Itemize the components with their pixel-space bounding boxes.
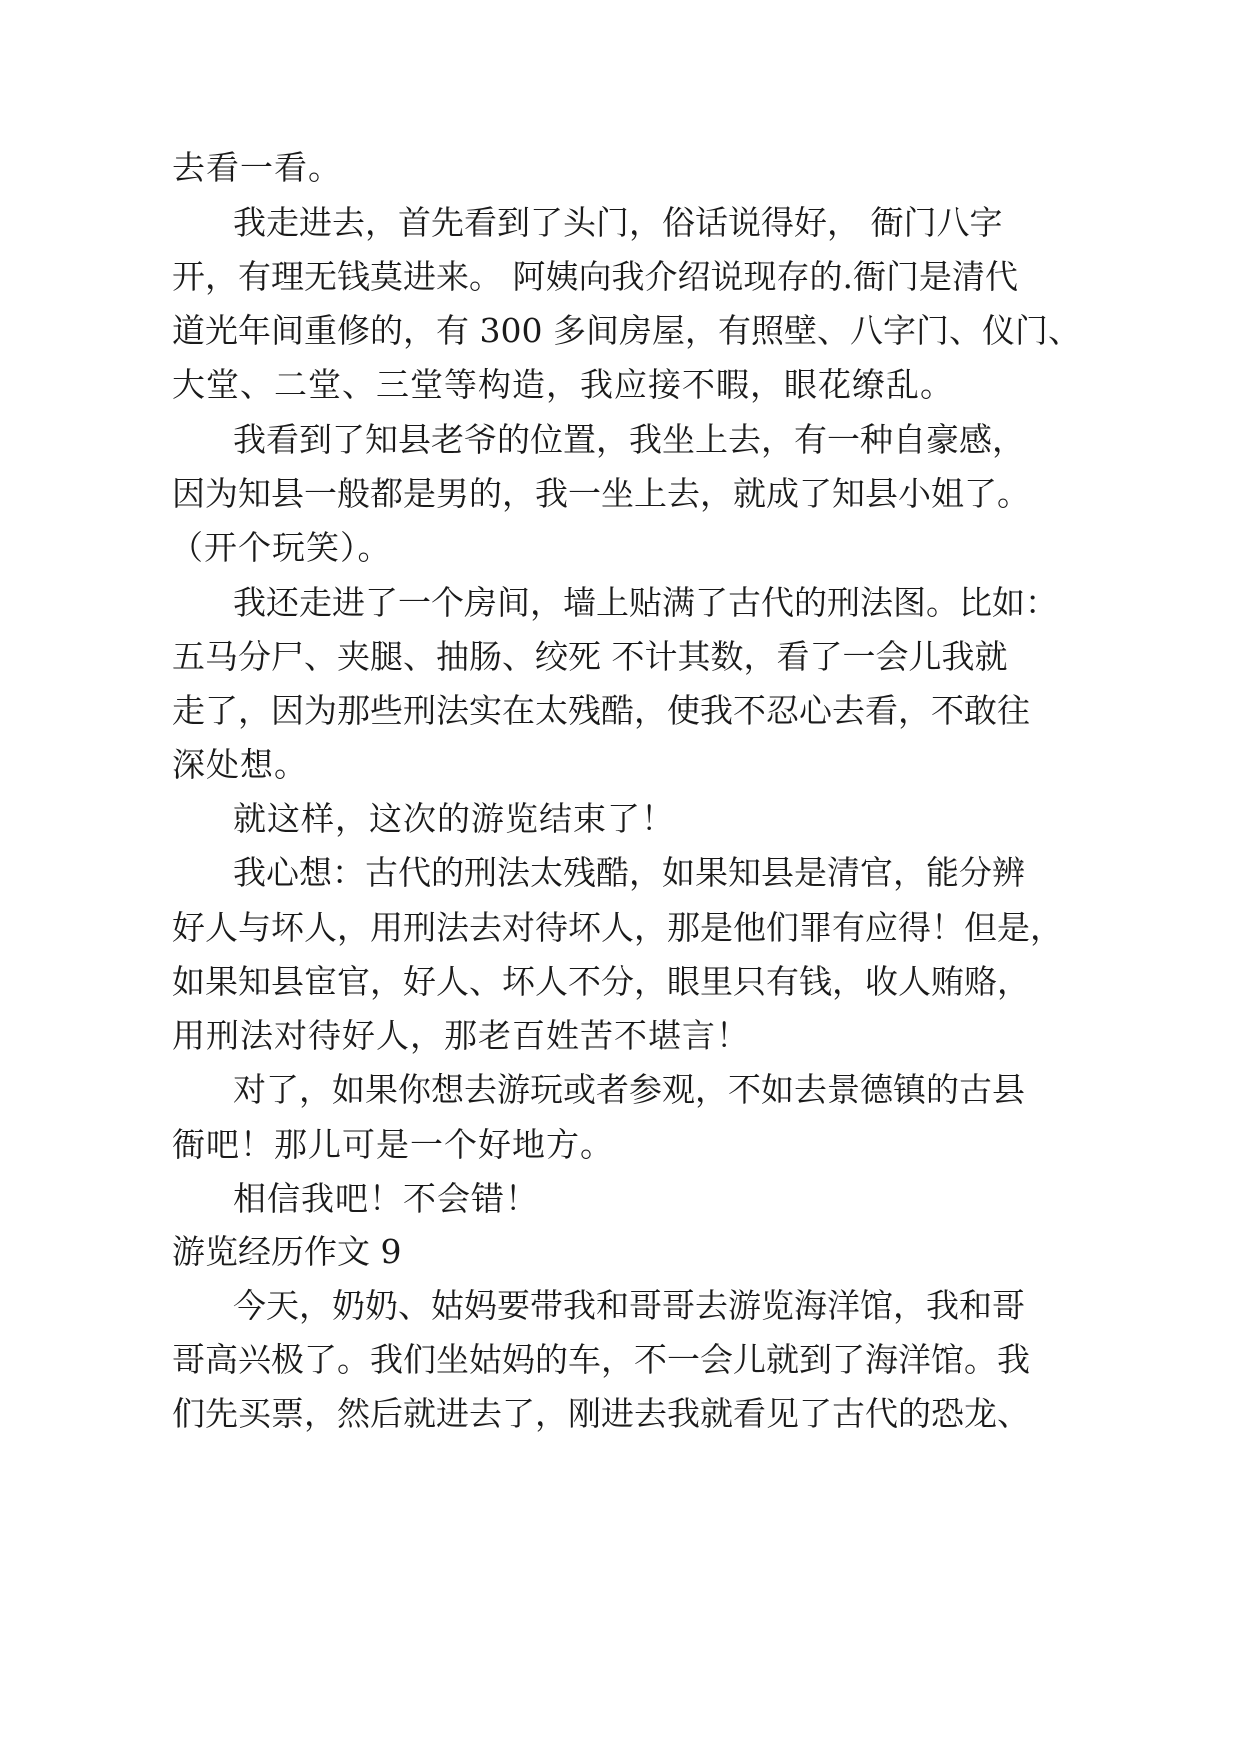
text-line-18: 对了，如果你想去游玩或者参观，不如去景德镇的古县 [233,1070,1025,1109]
text-line-5: 大堂、二堂、三堂等构造，我应接不暇，眼花缭乱。 [172,365,954,404]
text-line-23: 哥高兴极了。我们坐姑妈的车，不一会儿就到了海洋馆。我 [172,1340,1030,1379]
text-line-24: 们先买票，然后就进去了，刚进去我就看见了古代的恐龙、 [172,1394,1030,1433]
text-line-13: 就这样，这次的游览结束了！ [233,799,675,838]
text-line-11: 走了，因为那些刑法实在太残酷，使我不忍心去看，不敢往 [172,691,1030,730]
text-line-10: 五马分尸、夹腿、抽肠、绞死 不计其数，看了一会儿我就 [172,637,1008,676]
text-line-7: 因为知县一般都是男的，我一坐上去，就成了知县小姐了。 [172,474,1030,513]
text-line-6: 我看到了知县老爷的位置，我坐上去，有一种自豪感， [233,420,1025,459]
section-heading: 游览经历作文 9 [172,1232,402,1271]
text-line-22: 今天，奶奶、姑妈要带我和哥哥去游览海洋馆，我和哥 [233,1286,1025,1325]
text-line-14: 我心想：古代的刑法太残酷，如果知县是清官，能分辨 [233,853,1025,892]
text-line-1: 去看一看。 [172,148,342,187]
text-line-12: 深处想。 [172,745,308,784]
text-line-4: 道光年间重修的，有 300 多间房屋，有照壁、八字门、仪门、 [172,311,1081,350]
text-line-8: （开个玩笑）。 [170,528,392,567]
text-line-3: 开，有理无钱莫进来。 阿姨向我介绍说现存的.衙门是清代 [172,257,1018,296]
text-line-17: 用刑法对待好人，那老百姓苦不堪言！ [172,1016,750,1055]
text-line-16: 如果知县宦官，好人、坏人不分，眼里只有钱，收人贿赂， [172,962,1030,1001]
text-line-9: 我还走进了一个房间，墙上贴满了古代的刑法图。比如： [233,583,1058,622]
text-line-2: 我走进去，首先看到了头门，俗话说得好， 衙门八字 [233,203,1003,242]
text-line-19: 衙吧！那儿可是一个好地方。 [172,1125,614,1164]
text-line-15: 好人与坏人，用刑法去对待坏人，那是他们罪有应得！但是， [172,908,1063,947]
text-line-20: 相信我吧！不会错！ [233,1179,539,1218]
